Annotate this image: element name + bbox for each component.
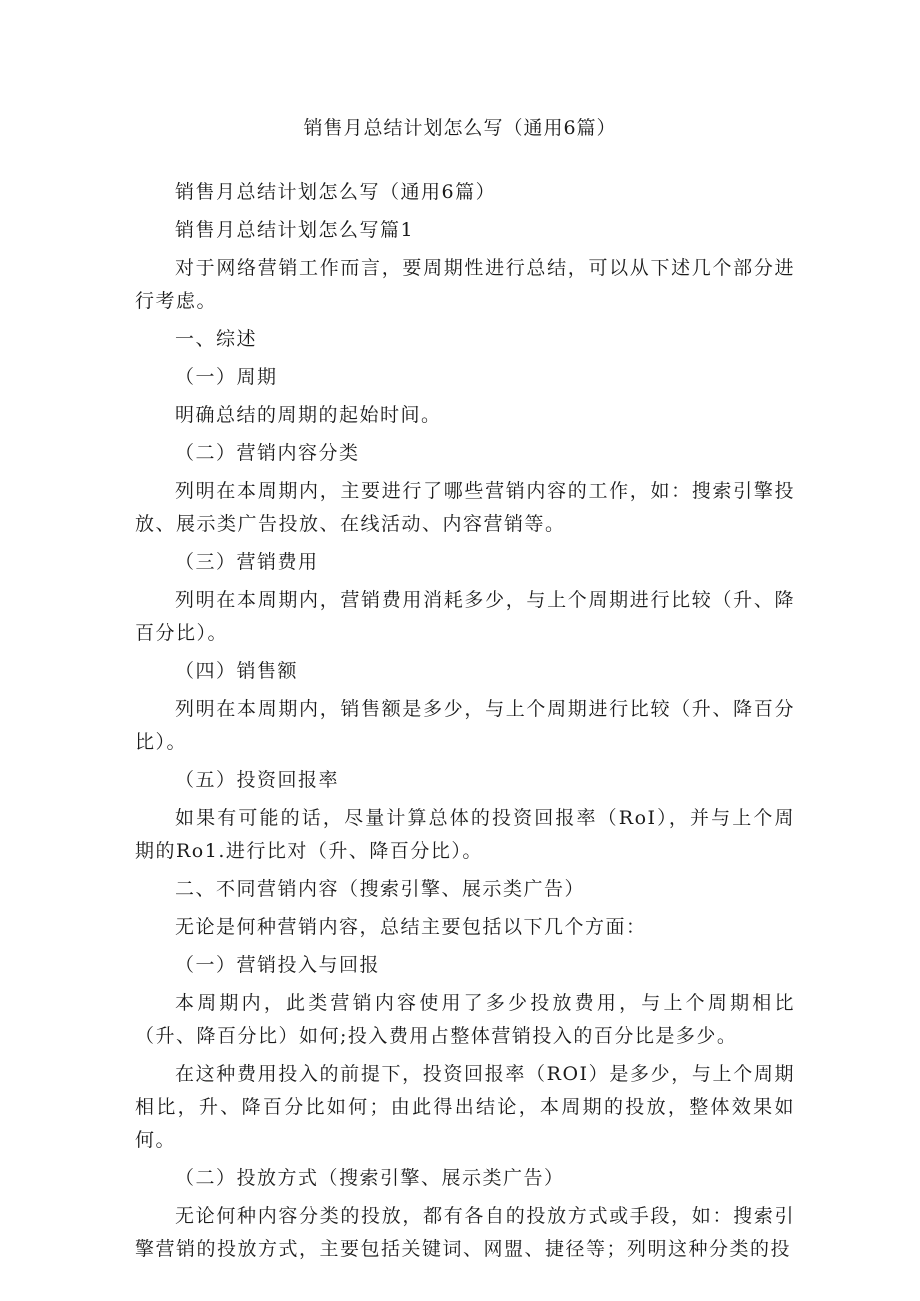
section-heading: 二、不同营销内容（搜索引擎、展示类广告） [175,878,586,900]
paragraph: 在这种费用投入的前提下，投资回报率（ROI）是多少，与上个周期相比，升、降百分比如何；由此得出结论，本周期的投放，整体效果如何。 [135,1063,795,1151]
subsection-heading: （一）营销投入与回报 [175,954,381,976]
paragraph: 明确总结的周期的起始时间。 [175,404,442,426]
paragraph: 对于网络营销工作而言，要周期性进行总结，可以从下述几个部分进行考虑。 [135,257,795,312]
section-heading: 一、综述 [175,328,258,350]
subsection-heading: （五）投资回报率 [175,769,340,791]
paragraph: 列明在本周期内，营销费用消耗多少，与上个周期进行比较（升、降百分比）。 [135,589,795,644]
paragraph: 销售月总结计划怎么写（通用6篇） [175,181,497,203]
paragraph: 列明在本周期内，销售额是多少，与上个周期进行比较（升、降百分比）。 [135,698,795,753]
document-title: 销售月总结计划怎么写（通用6篇） [303,117,617,139]
subsection-heading: （二）营销内容分类 [175,442,360,464]
subsection-heading: （四）销售额 [175,660,299,682]
paragraph: 无论是何种营销内容，总结主要包括以下几个方面： [175,916,647,938]
subsection-heading: （三）营销费用 [175,551,319,573]
paragraph: 列明在本周期内，主要进行了哪些营销内容的工作，如：搜索引擎投放、展示类广告投放、在线活动、内容营销等。 [135,480,795,535]
section-heading: 销售月总结计划怎么写篇1 [175,219,415,241]
subsection-heading: （二）投放方式（搜索引擎、展示类广告） [175,1167,565,1189]
paragraph: 无论何种内容分类的投放，都有各自的投放方式或手段，如：搜索引擎营销的投放方式，主要包括关键词、网盟、捷径等；列明这种分类的投 [135,1205,795,1260]
document-body [135,176,795,1271]
subsection-heading: （一）周期 [175,366,278,388]
paragraph: 如果有可能的话，尽量计算总体的投资回报率（RoI），并与上个周期的Ro1.进行比对（升、降百分比）。 [135,807,795,862]
paragraph: 本周期内，此类营销内容使用了多少投放费用，与上个周期相比（升、降百分比）如何;投入费用占整体营销投入的百分比是多少。 [135,992,795,1047]
